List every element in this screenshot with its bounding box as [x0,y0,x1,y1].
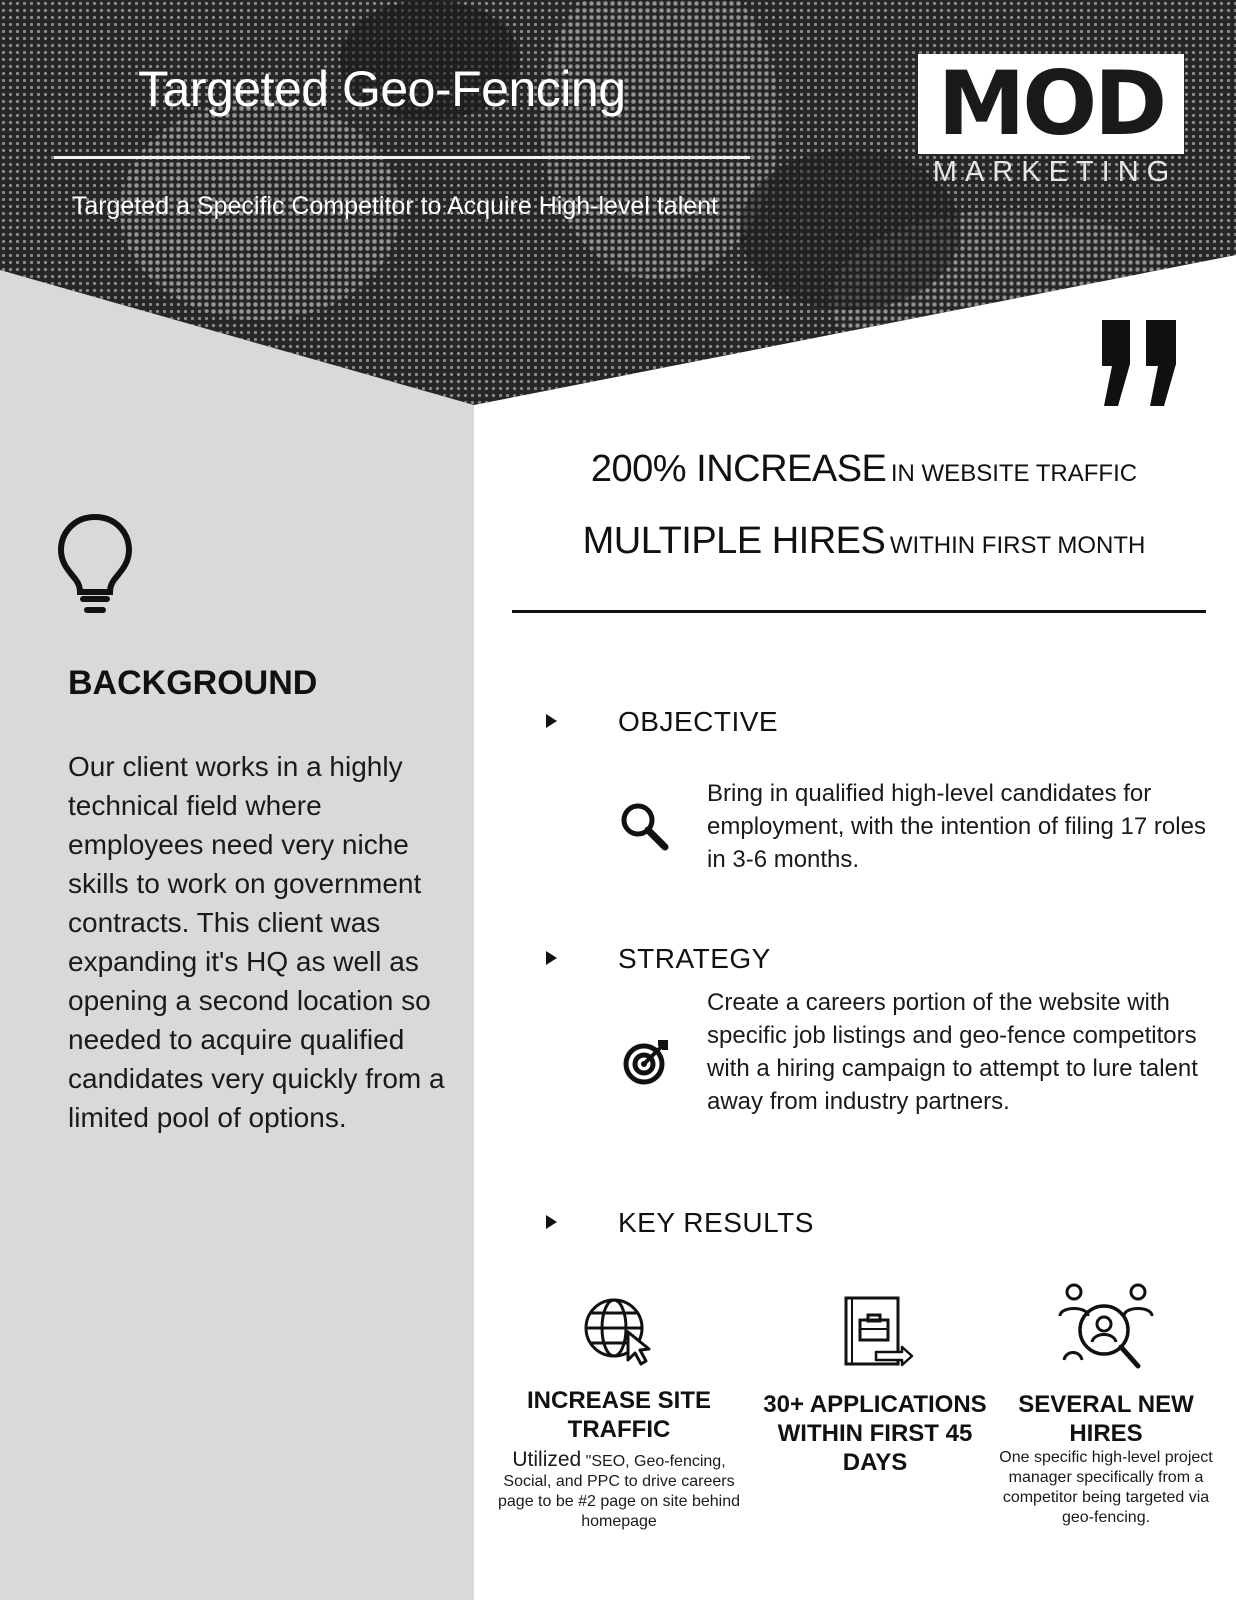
result-title: 30+ APPLICATIONS WITHIN FIRST 45 DAYS [763,1391,987,1476]
logo-box [918,54,1184,154]
result-title: SEVERAL NEW HIRES [1018,1391,1194,1447]
lightbulb-icon [56,512,134,623]
page-subtitle: Targeted a Specific Competitor to Acquire High-level talent [71,192,718,220]
magnifier-icon [618,800,670,857]
highlight-big: MULTIPLE HIRES [582,520,886,562]
objective-text: Bring in qualified high-level candidates for employment, with the intention of filing 17 roles in 3-6 months. [707,780,1206,873]
quote-mark-icon [1098,320,1180,411]
target-icon [622,1036,672,1091]
key-results-label: KEY RESULTS [618,1207,814,1238]
page-title: Targeted Geo-Fencing [138,61,626,117]
bullet-arrow-icon [546,1215,557,1229]
highlight-small: IN WEBSITE TRAFFIC [890,460,1138,487]
bullet-arrow-icon [546,951,557,965]
logo-wordmark: MOD [937,52,1165,155]
objective-label: OBJECTIVE [618,706,779,737]
result-description: One specific high-level project manager specifically from a competitor being targeted via geo-fencing. [999,1449,1213,1526]
globe-cursor-icon [582,1296,654,1371]
bullet-arrow-icon [546,714,557,728]
result-desc-text: "SEO, Geo-fencing, Social, and PPC to drive careers page to be #2 page on site behind homepage [498,1453,740,1530]
title-divider [54,156,750,159]
result-description [494,1450,744,1532]
background-body: Our client works in a highly technical field where employees need very niche skills to work on government contracts. This client was expanding it's HQ as well as opening a second location so needed to acquire qualified candidates very quickly from a limited pool of options. [68,751,445,1133]
highlight-small: WITHIN FIRST MONTH [889,532,1146,559]
strategy-text: Create a careers portion of the website with specific job listings and geo-fence competitors with a hiring campaign to attempt to lure talent away from industry partners. [707,989,1198,1115]
background-heading: BACKGROUND [68,664,318,702]
result-title: INCREASE SITE TRAFFIC [526,1387,712,1443]
candidate-search-icon [1056,1280,1156,1377]
highlight-hires [514,520,1214,563]
job-listing-icon [842,1296,914,1373]
logo-subtext: MARKETING [932,156,1178,188]
result-lead: Utilized [512,1448,582,1471]
highlight-big: 200% INCREASE [590,448,887,490]
strategy-label: STRATEGY [618,943,771,974]
mod-marketing-logo [918,54,1184,189]
highlight-divider [512,610,1206,613]
highlight-traffic [514,448,1214,491]
